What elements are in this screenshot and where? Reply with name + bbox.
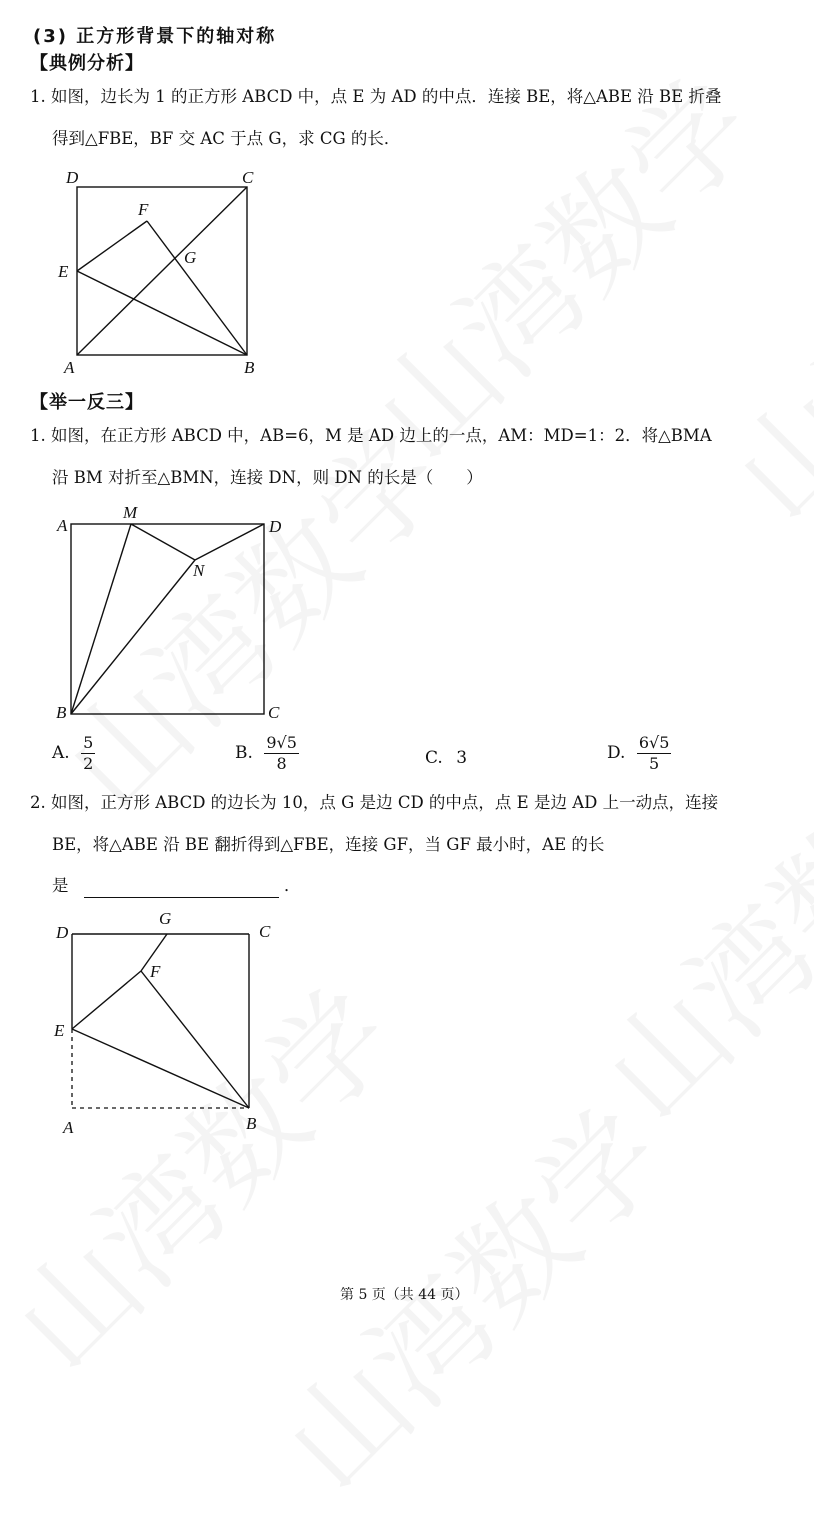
practice2-line3-suffix: ． (284, 876, 301, 895)
choice-d-label: D. (607, 743, 626, 763)
label-c: C (242, 168, 254, 187)
practice2-figure (50, 905, 290, 1140)
practice2-line2: BE，将△ABE 沿 BE 翻折得到△FBE，连接 GF，当 GF 最小时，AE 的长 (52, 835, 605, 854)
choice-b[interactable] (235, 733, 299, 774)
segment-bn (71, 560, 195, 714)
label-d: D (269, 517, 282, 536)
answer-blank[interactable] (84, 879, 279, 898)
label-a: A (64, 358, 75, 377)
label-b: B (246, 1114, 257, 1133)
practice1-line1: 1. 如图，在正方形 ABCD 中，AB=6，M 是 AD 边上的一点，AM：MD=1：2．将△BMA (30, 426, 712, 445)
label-n: N (193, 561, 205, 580)
watermark (560, 696, 814, 1150)
label-m: M (123, 503, 138, 522)
label-f: F (150, 962, 161, 981)
label-c: C (268, 703, 280, 722)
choice-a-numerator: 5 (83, 733, 94, 752)
example1-line1: 1. 如图，边长为 1 的正方形 ABCD 中，点 E 为 AD 的中点．连接 BE，将△ABE 沿 BE 折叠 (30, 87, 722, 106)
segment-ef (77, 221, 147, 271)
choice-d-fraction (637, 733, 672, 774)
choice-b-numerator: 9√5 (266, 733, 297, 752)
practice2-line3-prefix: 是 (52, 876, 69, 895)
practice2-line1: 2. 如图，正方形 ABCD 的边长为 10，点 G 是边 CD 的中点，点 E 是边 AD 上一动点，连接 (30, 793, 719, 812)
label-f: F (138, 200, 149, 219)
label-g: G (159, 909, 172, 928)
practice2-line3 (52, 874, 301, 898)
practice-header: 【举一反三】 (30, 392, 144, 413)
example-header: 【典例分析】 (30, 53, 144, 74)
choice-a-fraction (81, 733, 95, 774)
choice-c-label: C. (425, 748, 443, 768)
example1-line2: 得到△FBE，BF 交 AC 于点 G，求 CG 的长． (52, 129, 401, 148)
watermark (690, 96, 814, 550)
practice1-figure (50, 500, 300, 725)
segment-fb (147, 221, 247, 355)
section-title: (3) 正方形背景下的轴对称 (33, 26, 277, 47)
choice-b-fraction (264, 733, 299, 774)
segment-fb (141, 971, 249, 1108)
choice-a-denominator: 2 (83, 754, 94, 773)
diagonal-ac (77, 187, 247, 355)
choice-c[interactable] (425, 748, 467, 768)
square-abcd (71, 524, 264, 714)
choice-a[interactable] (52, 733, 95, 774)
segment-dn (195, 524, 264, 560)
segment-eb (77, 271, 247, 355)
label-d: D (66, 168, 79, 187)
segment-bm (71, 524, 131, 714)
segment-mn (131, 524, 195, 560)
choice-d[interactable] (607, 733, 671, 774)
label-b: B (56, 703, 67, 722)
choice-b-denominator: 8 (276, 754, 287, 773)
label-b: B (244, 358, 255, 377)
example1-figure (50, 165, 280, 380)
segment-eb (72, 1029, 249, 1108)
page-footer: 第 5 页（共 44 页） (340, 1287, 469, 1303)
label-a: A (57, 516, 68, 535)
label-e: E (54, 1021, 65, 1040)
choice-d-denominator: 5 (649, 754, 660, 773)
choice-a-label: A. (52, 743, 70, 763)
label-c: C (259, 922, 271, 941)
label-d: D (56, 923, 69, 942)
choice-d-numerator: 6√5 (638, 733, 670, 752)
practice1-line2: 沿 BM 对折至△BMN，连接 DN，则 DN 的长是（ ） (52, 468, 483, 487)
label-g: G (184, 248, 197, 267)
segment-ef (72, 971, 141, 1029)
label-e: E (58, 262, 69, 281)
choice-b-label: B. (235, 743, 253, 763)
choice-c-value: 3 (456, 748, 468, 768)
label-a: A (63, 1118, 74, 1137)
